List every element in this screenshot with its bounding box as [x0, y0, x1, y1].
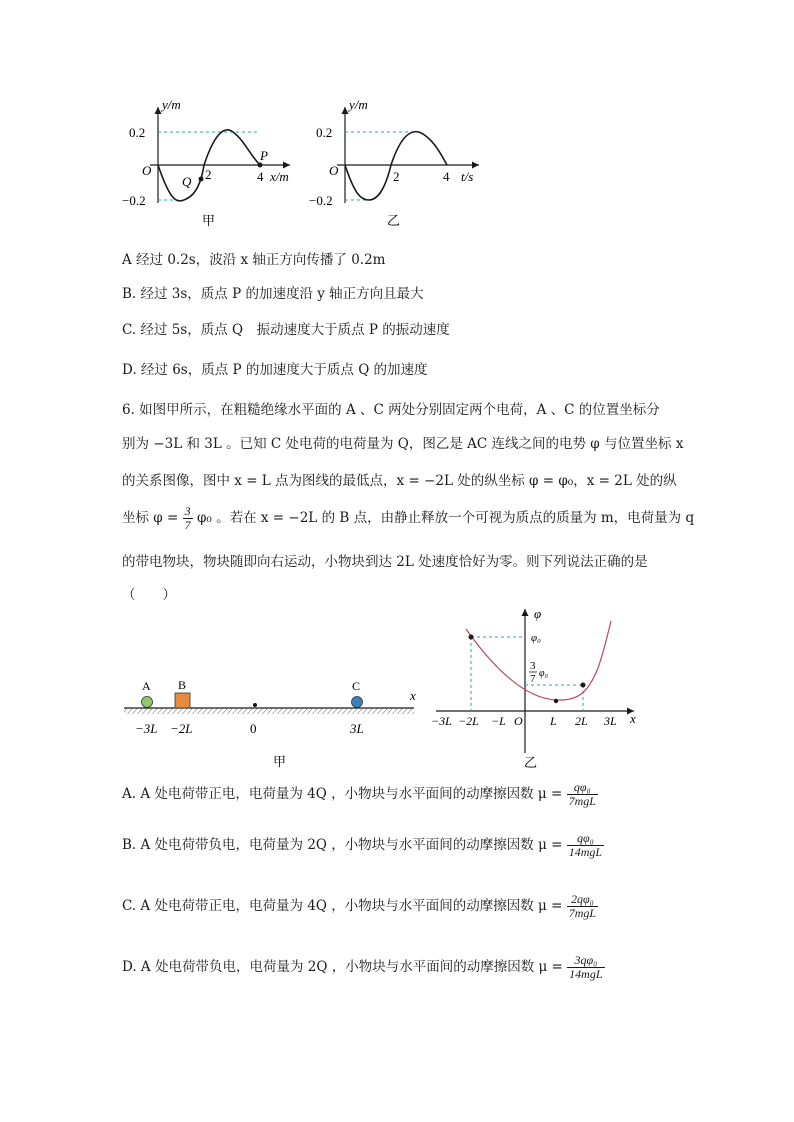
yi-caption: 乙: [387, 213, 401, 228]
jia-p-label: P: [260, 148, 268, 163]
q6-option-b-text: B. A 处电荷带负电，电荷量为 2Q ，小物块与水平面间的动摩擦因数 μ =: [122, 837, 563, 853]
fig-yi-frac-den: 7: [530, 673, 536, 685]
q6-fraction-3-7: [183, 505, 193, 532]
q6-option-c-frac: [567, 893, 598, 920]
q6-stem-line5: 的带电物块，物块随即向右运动，小物块到达 2L 处速度恰好为零。则下列说法正确的是: [122, 554, 648, 570]
q6-option-b-frac: [567, 832, 604, 859]
yi-origin: O: [329, 163, 339, 178]
frac-den: 7mgL: [568, 794, 596, 808]
fig-yi-tick-m2l: −2L: [458, 714, 479, 728]
fig-yi-caption: 乙: [524, 755, 538, 770]
fig-yi-tick-3l: 3L: [604, 714, 617, 728]
frac-num: 3qφ₀: [567, 954, 604, 968]
jia-tick4: 4: [257, 169, 264, 184]
q5-option-b: B. 经过 3s，质点 P 的加速度沿 y 轴正方向且最大: [122, 286, 424, 302]
yi-tick2: 2: [393, 169, 400, 184]
q6-stem-line3: 的关系图像，图中 x = L 点为图线的最低点，x = −2L 处的纵坐标 φ = φ₀，x = 2L 处的纵: [122, 473, 677, 489]
q6-option-b: [122, 832, 604, 859]
yi-ylabel: y/m: [349, 97, 368, 112]
point-p-dot: [258, 163, 263, 168]
q6-option-a-text: A. A 处电荷带正电，电荷量为 4Q ，小物块与水平面间的动摩擦因数 μ =: [122, 786, 563, 802]
jia-ybottom: −0.2: [122, 193, 146, 208]
fig-yi-frac-phi: φ₀: [539, 668, 549, 679]
charge-c-ball: [352, 697, 363, 708]
q5-option-d: D. 经过 6s，质点 P 的加速度大于质点 Q 的加速度: [122, 362, 428, 378]
jia-origin: O: [142, 163, 152, 178]
q6-stem-line2: 别为 −3L 和 3L 。已知 C 处电荷的电荷量为 Q，图乙是 AC 连线之间的电势 φ 与位置坐标 x: [122, 436, 684, 452]
fig-yi-tick-l: L: [550, 714, 557, 728]
charge-a-ball: [142, 697, 153, 708]
fig-jia-label-c: C: [352, 679, 361, 693]
fig-jia-label-a: A: [142, 679, 151, 693]
frac-num: 3: [184, 504, 191, 518]
fig-jia-tick-c: 3L: [350, 721, 364, 736]
q6-option-d: [122, 954, 605, 981]
frac-den: 14mgL: [569, 967, 603, 981]
point-q-dot: [199, 177, 204, 182]
q6-option-a: [122, 781, 598, 808]
yi-tick4: 4: [443, 169, 450, 184]
block-b: [175, 693, 190, 708]
q6-stem-line4-post: φ₀ 。若在 x = −2L 的 B 点，由静止释放一个可视为质点的质量为 m，电荷量为 q: [196, 510, 695, 526]
point-minus-2l: [469, 635, 474, 640]
point-l-min: [554, 699, 558, 703]
frac-den: 14mgL: [568, 845, 603, 859]
fig-yi-xlabel: x: [630, 711, 636, 726]
fig-yi-frac-num: 3: [530, 660, 536, 672]
wave-graph-yi: [307, 95, 492, 235]
yi-ybottom: −0.2: [309, 193, 333, 208]
frac-den: 7: [184, 518, 191, 532]
q6-option-a-frac: [567, 781, 598, 808]
q5-option-c: C. 经过 5s，质点 Q 振动速度大于质点 P 的振动速度: [122, 322, 450, 338]
frac-num: qφ₀: [567, 781, 598, 795]
fig-yi-tick-ml: −L: [491, 714, 506, 728]
q6-option-c-text: C. A 处电荷带正电，电荷量为 4Q ，小物块与水平面间的动摩擦因数 μ =: [122, 898, 563, 914]
fig-jia-axis: x: [410, 688, 416, 703]
origin-dot: [253, 703, 257, 707]
figure-yi-potential: [428, 603, 648, 773]
point-2l: [581, 683, 586, 688]
yi-xlabel: t/s: [461, 169, 474, 184]
q6-stem-line4-pre: 坐标 φ =: [122, 510, 179, 526]
jia-caption: 甲: [202, 213, 216, 228]
q6-stem-line1: 6. 如图甲所示，在粗糙绝缘水平面的 A 、C 两处分别固定两个电荷，A 、C 的位置坐标分: [122, 402, 660, 418]
fig-yi-tick-2l: 2L: [575, 714, 588, 728]
fig-jia-tick-o: 0: [250, 721, 257, 736]
jia-tick2: 2: [205, 167, 212, 182]
frac-num: qφ₀: [567, 832, 604, 846]
fig-yi-phi0: φ₀: [531, 632, 541, 644]
wave-graph-jia: [120, 95, 305, 235]
q5-option-a: A 经过 0.2s，波沿 x 轴正方向传播了 0.2m: [122, 252, 386, 268]
fig-yi-ylabel: φ: [534, 606, 542, 621]
fig-yi-tick-m3l: −3L: [431, 714, 452, 728]
q6-stem-line4: [122, 505, 694, 532]
q6-stem-line6: （ ）: [122, 587, 176, 603]
figure-jia-surface: [120, 675, 425, 775]
frac-num: 2qφ₀: [567, 893, 598, 907]
q6-option-d-text: D. A 处电荷带负电，电荷量为 2Q ，小物块与水平面间的动摩擦因数 μ =: [122, 959, 563, 975]
fig-jia-label-b: B: [178, 678, 187, 692]
fig-yi-origin: O: [514, 714, 523, 728]
fig-jia-tick-a: −3L: [135, 721, 158, 736]
q6-option-d-frac: [567, 954, 604, 981]
jia-q-label: Q: [182, 174, 192, 189]
fig-jia-tick-b: −2L: [170, 721, 193, 736]
jia-ytop: 0.2: [129, 125, 146, 140]
yi-ytop: 0.2: [316, 125, 333, 140]
fig-jia-caption: 甲: [273, 754, 287, 769]
q6-option-c: [122, 893, 598, 920]
jia-ylabel: y/m: [162, 97, 181, 112]
frac-den: 7mgL: [568, 906, 597, 920]
jia-xlabel: x/m: [270, 169, 289, 184]
